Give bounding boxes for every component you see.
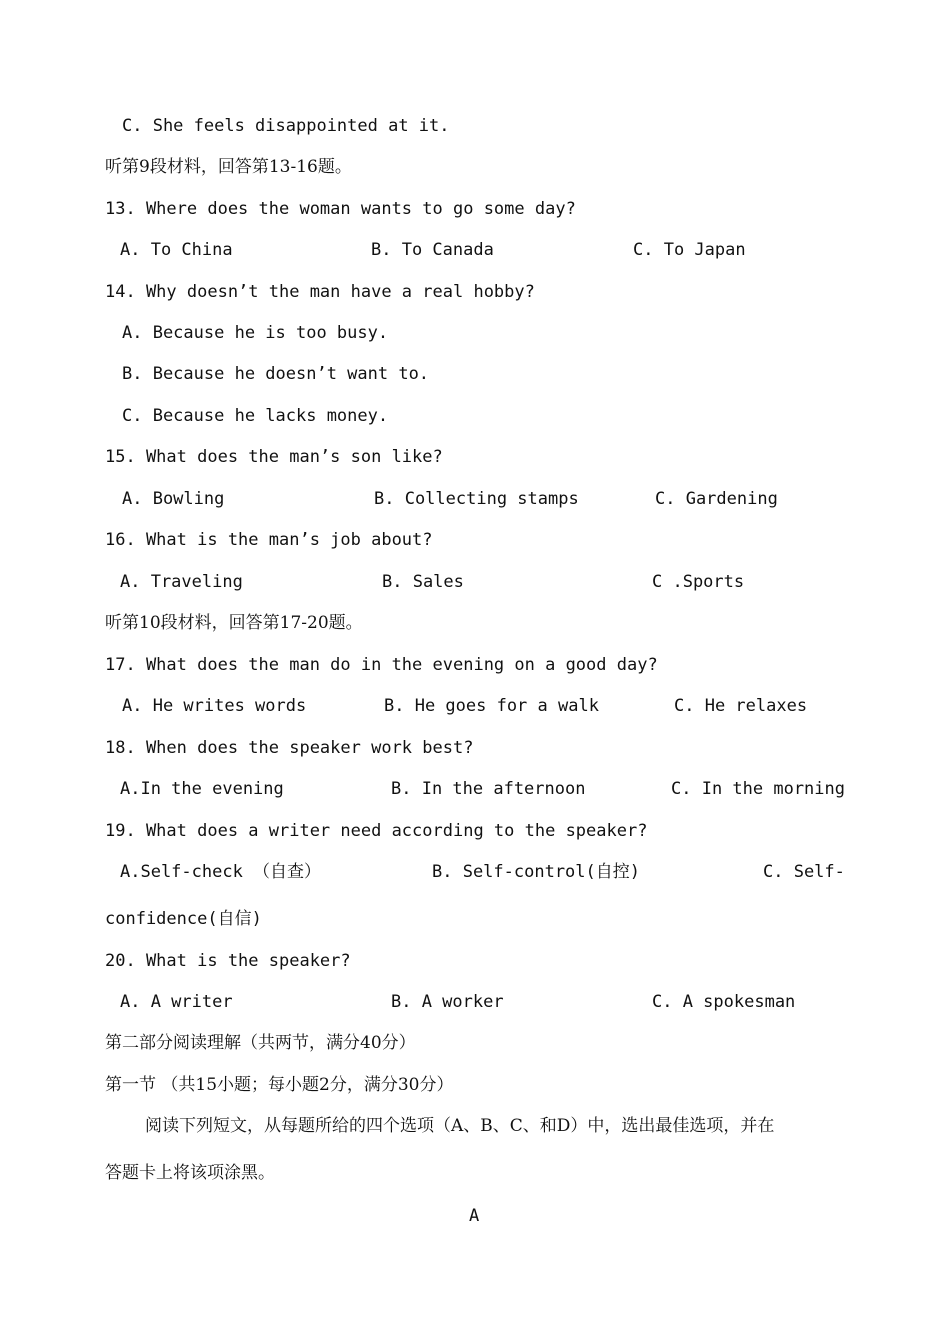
q19-option-a: A.Self-check （自查） xyxy=(120,862,322,882)
q14-option-a: A. Because he is too busy. xyxy=(122,323,389,343)
section9-heading: 听第9段材料，回答第13-16题。 xyxy=(105,157,352,177)
q15-question: 15. What does the man’s son like? xyxy=(105,447,443,467)
section10-heading: 听第10段材料，回答第17-20题。 xyxy=(105,613,363,633)
q18-option-b: B. In the afternoon xyxy=(391,779,586,799)
q14-option-b: B. Because he doesn’t want to. xyxy=(122,364,430,384)
q18-option-c: C. In the morning xyxy=(671,779,845,799)
part2-instruction-line2: 答题卡上将该项涂黑。 xyxy=(105,1163,275,1183)
q12-option-c: C. She feels disappointed at it. xyxy=(122,116,450,136)
q13-question: 13. Where does the woman wants to go some day? xyxy=(105,199,576,219)
q13-option-a: A. To China xyxy=(120,240,233,260)
q20-option-c: C. A spokesman xyxy=(652,992,796,1012)
q18-option-a: A.In the evening xyxy=(120,779,284,799)
q15-option-c: C. Gardening xyxy=(655,489,778,509)
q13-option-c: C. To Japan xyxy=(633,240,746,260)
passage-label: A xyxy=(469,1206,480,1226)
q13-option-b: B. To Canada xyxy=(371,240,494,260)
q16-option-a: A. Traveling xyxy=(120,572,243,592)
q19-question: 19. What does a writer need according to the speaker? xyxy=(105,821,648,841)
q15-option-b: B. Collecting stamps xyxy=(374,489,579,509)
q16-option-b: B. Sales xyxy=(382,572,464,592)
part2-section1-heading: 第一节 （共15小题；每小题2分，满分30分） xyxy=(105,1075,454,1095)
q17-option-c: C. He relaxes xyxy=(674,696,808,716)
part2-instruction-line1: 阅读下列短文，从每题所给的四个选项（A、B、C、和D）中，选出最佳选项，并在 xyxy=(145,1116,775,1136)
q19-option-c: C. Self- xyxy=(763,862,845,882)
q17-option-a: A. He writes words xyxy=(122,696,307,716)
part2-heading: 第二部分阅读理解（共两节，满分40分） xyxy=(105,1033,416,1053)
q17-option-b: B. He goes for a walk xyxy=(384,696,599,716)
q16-option-c: C .Sports xyxy=(652,572,745,592)
q20-question: 20. What is the speaker? xyxy=(105,951,351,971)
q20-option-b: B. A worker xyxy=(391,992,504,1012)
q15-option-a: A. Bowling xyxy=(122,489,225,509)
q16-question: 16. What is the man’s job about? xyxy=(105,530,433,550)
q14-question: 14. Why doesn’t the man have a real hobby? xyxy=(105,282,535,302)
q14-option-c: C. Because he lacks money. xyxy=(122,406,389,426)
q19-option-b: B. Self-control(自控) xyxy=(432,862,640,882)
q20-option-a: A. A writer xyxy=(120,992,233,1012)
q18-question: 18. When does the speaker work best? xyxy=(105,738,474,758)
q19-option-c-continued: confidence(自信) xyxy=(105,909,262,929)
q17-question: 17. What does the man do in the evening on a good day? xyxy=(105,655,658,675)
